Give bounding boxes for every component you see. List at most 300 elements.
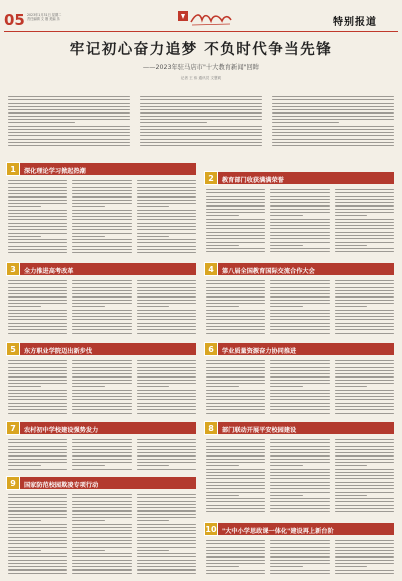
text-line — [206, 205, 265, 206]
text-line — [206, 212, 265, 213]
text-line — [272, 106, 394, 107]
text-line — [206, 449, 265, 450]
text-line — [72, 517, 131, 518]
text-line — [206, 313, 265, 314]
text-line — [206, 242, 265, 243]
text-line — [137, 242, 196, 243]
text-line — [270, 439, 329, 440]
text-line — [137, 239, 196, 240]
text-line — [270, 508, 329, 509]
text-line — [72, 573, 131, 574]
text-line — [335, 508, 394, 509]
text-line — [270, 293, 329, 294]
text-line — [206, 475, 265, 476]
text-line — [335, 393, 394, 394]
text-line — [270, 323, 329, 324]
text-column — [206, 189, 265, 252]
text-line — [335, 232, 394, 233]
text-line — [8, 537, 67, 538]
text-line — [8, 543, 67, 544]
text-line — [270, 283, 329, 284]
text-line — [137, 296, 196, 297]
text-line — [72, 367, 131, 368]
text-line — [335, 449, 394, 450]
text-line — [140, 106, 262, 107]
text-line — [137, 553, 196, 554]
text-line — [270, 310, 329, 311]
text-line — [8, 219, 67, 220]
text-line — [335, 283, 394, 284]
text-line — [72, 219, 131, 220]
text-line — [8, 497, 67, 498]
text-line — [270, 547, 329, 548]
text-line — [72, 527, 131, 528]
text-line — [140, 103, 262, 104]
text-line — [335, 212, 394, 213]
text-line — [137, 246, 196, 247]
text-line — [137, 550, 170, 551]
text-line — [8, 383, 67, 384]
text-line — [8, 99, 130, 100]
text-line — [137, 216, 196, 217]
text-line — [206, 370, 265, 371]
text-line — [137, 540, 196, 541]
text-line — [137, 533, 196, 534]
news-band-3 — [8, 263, 196, 275]
text-line — [72, 216, 131, 217]
text-line — [8, 360, 67, 361]
text-line — [206, 329, 265, 330]
text-line — [140, 119, 262, 120]
text-line — [206, 326, 265, 327]
text-line — [72, 540, 131, 541]
news-title: 第八届全国教育国际交流合作大会 — [222, 267, 315, 275]
text-line — [335, 310, 394, 311]
text-line — [335, 553, 394, 554]
text-line — [335, 380, 394, 381]
intro-column-2 — [140, 96, 262, 152]
text-line — [270, 373, 329, 374]
text-line — [270, 376, 329, 377]
text-line — [270, 446, 329, 447]
text-line — [335, 209, 394, 210]
article-title: 牢记初心奋力追梦 不负时代争当先锋 — [69, 42, 333, 58]
text-line — [137, 413, 196, 414]
text-line — [335, 319, 394, 320]
text-line — [137, 280, 196, 281]
text-line — [206, 505, 265, 506]
text-line — [206, 446, 265, 447]
text-line — [137, 316, 196, 317]
text-line — [270, 370, 329, 371]
text-line — [137, 213, 196, 214]
text-line — [206, 300, 265, 301]
text-line — [8, 455, 67, 456]
text-column — [137, 280, 196, 334]
text-line — [270, 472, 329, 473]
text-line — [270, 209, 329, 210]
text-line — [137, 527, 196, 528]
text-line — [8, 236, 41, 237]
text-line — [137, 313, 196, 314]
text-line — [206, 199, 265, 200]
text-line — [206, 469, 265, 470]
news-number-badge: 6 — [204, 342, 218, 356]
text-line — [72, 530, 131, 531]
text-line — [335, 563, 394, 564]
text-line — [206, 316, 265, 317]
text-line — [72, 252, 131, 253]
text-line — [272, 122, 339, 123]
text-line — [272, 145, 394, 146]
text-line — [72, 413, 131, 414]
text-line — [206, 550, 265, 551]
text-line — [335, 386, 368, 387]
text-line — [8, 246, 67, 247]
text-line — [72, 380, 131, 381]
text-line — [206, 495, 239, 496]
text-line — [72, 360, 131, 361]
text-line — [206, 293, 265, 294]
news-number-badge: 1 — [6, 162, 20, 176]
text-line — [137, 556, 196, 557]
text-line — [335, 396, 394, 397]
text-line — [72, 373, 131, 374]
text-column — [8, 494, 67, 574]
text-line — [206, 202, 265, 203]
text-line — [72, 494, 131, 495]
text-line — [206, 485, 265, 486]
text-line — [8, 556, 67, 557]
text-line — [335, 228, 394, 229]
text-line — [140, 135, 262, 136]
text-line — [270, 386, 303, 387]
text-line — [137, 226, 196, 227]
text-line — [137, 560, 196, 561]
text-line — [270, 485, 329, 486]
text-line — [137, 323, 196, 324]
text-line — [206, 333, 265, 334]
text-line — [335, 323, 394, 324]
news-title: 部门联动开展平安校园建设 — [222, 426, 297, 434]
text-line — [8, 367, 67, 368]
text-line — [270, 326, 329, 327]
news-body-1 — [8, 180, 196, 258]
text-line — [8, 465, 41, 466]
text-line — [8, 310, 67, 311]
text-line — [8, 196, 67, 197]
text-line — [206, 380, 265, 381]
text-line — [270, 482, 329, 483]
text-line — [8, 242, 67, 243]
text-line — [140, 126, 262, 127]
text-line — [8, 504, 67, 505]
text-line — [8, 129, 130, 130]
text-line — [206, 547, 265, 548]
text-line — [72, 462, 131, 463]
text-line — [137, 293, 196, 294]
text-line — [8, 190, 67, 191]
text-line — [206, 566, 239, 567]
text-line — [8, 116, 130, 117]
text-line — [137, 563, 196, 564]
text-line — [8, 462, 67, 463]
text-line — [72, 553, 131, 554]
text-line — [8, 213, 67, 214]
text-line — [335, 573, 394, 574]
text-line — [270, 367, 329, 368]
text-line — [270, 442, 329, 443]
text-line — [137, 190, 196, 191]
text-line — [270, 202, 329, 203]
text-line — [137, 370, 196, 371]
text-line — [8, 296, 67, 297]
text-column — [335, 540, 394, 574]
text-line — [206, 553, 265, 554]
text-line — [206, 283, 265, 284]
text-line — [8, 303, 67, 304]
text-line — [72, 303, 131, 304]
text-line — [140, 139, 262, 140]
text-line — [270, 319, 329, 320]
news-title: 深化理论学习掀起热潮 — [24, 167, 86, 175]
text-line — [72, 363, 131, 364]
text-line — [335, 452, 394, 453]
text-line — [137, 373, 196, 374]
text-line — [206, 406, 265, 407]
text-column — [335, 280, 394, 334]
text-line — [206, 367, 265, 368]
news-body-8 — [206, 439, 394, 518]
text-line — [270, 248, 329, 249]
news-band-4 — [206, 263, 394, 275]
text-line — [72, 187, 131, 188]
text-line — [206, 399, 265, 400]
text-line — [270, 303, 329, 304]
news-body-3 — [8, 280, 196, 338]
text-line — [272, 116, 394, 117]
text-line — [137, 403, 196, 404]
text-line — [72, 183, 131, 184]
text-column — [137, 494, 196, 574]
text-line — [206, 383, 265, 384]
text-line — [8, 399, 67, 400]
text-line — [335, 300, 394, 301]
text-line — [206, 455, 265, 456]
text-line — [335, 390, 394, 391]
text-line — [270, 543, 329, 544]
text-line — [335, 455, 394, 456]
text-line — [206, 235, 265, 236]
text-column — [270, 439, 329, 512]
text-line — [270, 452, 329, 453]
text-line — [137, 206, 170, 207]
text-line — [8, 442, 67, 443]
text-line — [272, 96, 394, 97]
text-line — [270, 390, 329, 391]
text-line — [137, 547, 196, 548]
text-line — [270, 492, 329, 493]
text-line — [72, 520, 105, 521]
text-line — [270, 290, 329, 291]
text-line — [270, 570, 329, 571]
text-line — [72, 533, 131, 534]
text-line — [335, 547, 394, 548]
news-band-5 — [8, 343, 196, 355]
text-line — [137, 399, 196, 400]
text-line — [335, 370, 394, 371]
text-line — [137, 183, 196, 184]
text-line — [72, 510, 131, 511]
text-line — [140, 112, 262, 113]
text-line — [272, 109, 394, 110]
text-line — [137, 203, 196, 204]
text-line — [270, 413, 329, 414]
text-line — [137, 386, 170, 387]
text-line — [8, 306, 41, 307]
text-line — [137, 497, 196, 498]
text-line — [137, 233, 196, 234]
text-line — [270, 235, 329, 236]
text-line — [8, 469, 67, 470]
text-line — [335, 406, 394, 407]
text-line — [72, 547, 131, 548]
text-line — [8, 122, 75, 123]
text-line — [8, 187, 67, 188]
text-line — [137, 287, 196, 288]
news-title: 学业质量资源奋力协同推进 — [222, 347, 297, 355]
text-line — [206, 459, 265, 460]
text-line — [206, 386, 239, 387]
text-line — [137, 367, 196, 368]
text-column — [270, 189, 329, 252]
text-line — [140, 116, 262, 117]
text-line — [270, 306, 303, 307]
text-line — [206, 373, 265, 374]
text-line — [335, 482, 394, 483]
text-line — [137, 446, 196, 447]
text-line — [72, 249, 131, 250]
intro-column-3 — [272, 96, 394, 152]
text-line — [137, 504, 196, 505]
text-line — [270, 383, 329, 384]
text-line — [335, 459, 394, 460]
text-line — [137, 187, 196, 188]
text-line — [8, 390, 67, 391]
text-line — [206, 303, 265, 304]
text-line — [8, 396, 67, 397]
news-body-6 — [206, 360, 394, 417]
text-line — [72, 283, 131, 284]
text-line — [8, 229, 67, 230]
text-line — [335, 488, 394, 489]
text-line — [8, 290, 67, 291]
text-line — [137, 494, 196, 495]
text-line — [270, 511, 329, 512]
text-column — [270, 280, 329, 334]
text-line — [8, 323, 67, 324]
news-band-10 — [206, 523, 394, 535]
text-line — [335, 413, 394, 414]
text-line — [72, 504, 131, 505]
text-line — [270, 192, 329, 193]
text-line — [206, 209, 265, 210]
text-line — [206, 393, 265, 394]
text-line — [206, 222, 265, 223]
text-line — [140, 145, 262, 146]
news-body-10 — [206, 540, 394, 578]
text-line — [72, 300, 131, 301]
text-line — [72, 229, 131, 230]
text-line — [137, 517, 196, 518]
text-line — [270, 566, 303, 567]
text-line — [137, 459, 196, 460]
text-line — [8, 363, 67, 364]
header-rule — [4, 31, 398, 32]
text-line — [206, 482, 265, 483]
text-line — [72, 537, 131, 538]
text-line — [8, 452, 67, 453]
text-line — [8, 566, 67, 567]
news-number-badge: 7 — [6, 421, 20, 435]
text-line — [8, 96, 130, 97]
text-line — [206, 508, 265, 509]
text-line — [270, 560, 329, 561]
text-line — [270, 399, 329, 400]
text-line — [206, 232, 265, 233]
news-body-2 — [206, 189, 394, 258]
text-line — [72, 442, 131, 443]
text-line — [8, 573, 67, 574]
text-line — [140, 122, 207, 123]
text-line — [8, 226, 67, 227]
text-line — [72, 514, 131, 515]
text-line — [335, 251, 394, 252]
text-line — [8, 139, 130, 140]
news-title: 农村初中学校建设强势发力 — [24, 426, 99, 434]
text-line — [137, 569, 196, 570]
text-line — [137, 530, 196, 531]
text-line — [8, 494, 67, 495]
text-line — [270, 360, 329, 361]
text-line — [8, 530, 67, 531]
text-line — [72, 206, 105, 207]
text-line — [137, 452, 196, 453]
text-line — [206, 296, 265, 297]
text-line — [270, 329, 329, 330]
news-body-5 — [8, 360, 196, 417]
text-line — [270, 409, 329, 410]
text-line — [270, 573, 329, 574]
text-line — [72, 465, 105, 466]
text-line — [335, 498, 394, 499]
text-line — [8, 373, 67, 374]
text-line — [270, 459, 329, 460]
text-column — [137, 180, 196, 253]
text-line — [8, 376, 67, 377]
text-line — [137, 462, 196, 463]
text-line — [8, 145, 130, 146]
news-body-7 — [8, 439, 196, 472]
text-line — [206, 488, 265, 489]
text-line — [72, 449, 131, 450]
text-line — [72, 560, 131, 561]
news-band-9 — [8, 477, 196, 489]
text-line — [72, 459, 131, 460]
text-line — [206, 573, 265, 574]
text-line — [72, 190, 131, 191]
text-line — [72, 310, 131, 311]
